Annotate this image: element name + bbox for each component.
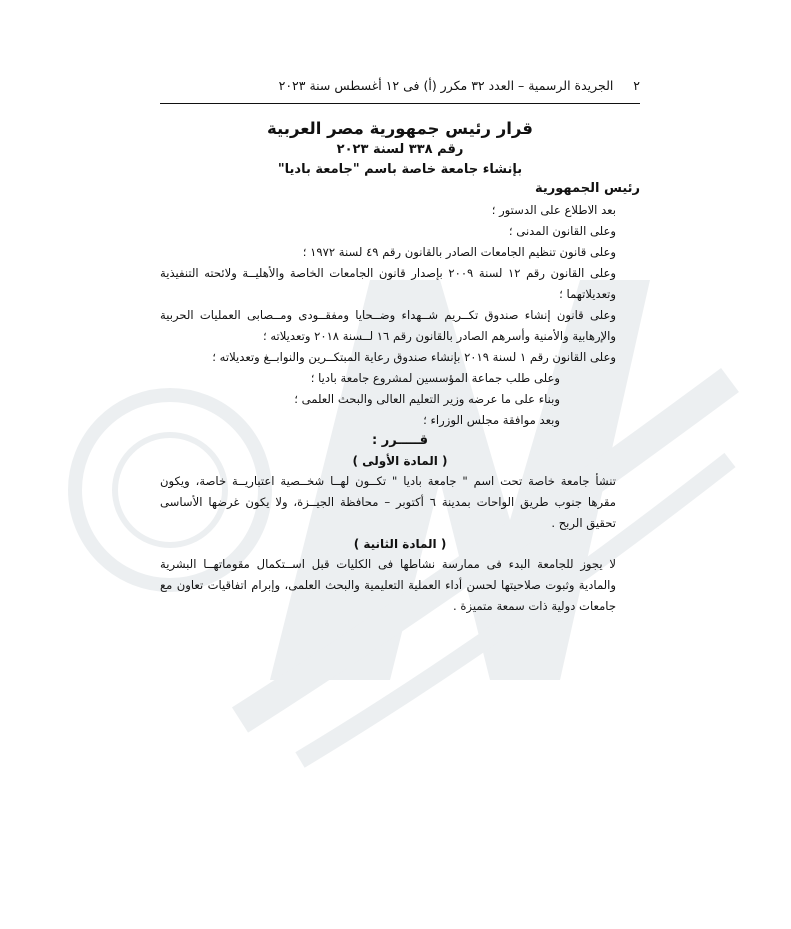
decree-subject: بإنشاء جامعة خاصة باسم "جامعة باديا" xyxy=(277,162,523,177)
recital: وعلى القانون رقم ١٢ لسنة ٢٠٠٩ بإصدار قانون الجامعات الخاصة والأهليــة ولائحته التنفيذية وتعديلاتهما ؛ xyxy=(160,266,616,301)
recital: وعلى طلب جماعة المؤسسين لمشروع جامعة باديا ؛ xyxy=(310,371,560,385)
recital: وعلى القانون رقم ١ لسنة ٢٠١٩ بإنشاء صندوق رعاية المبتكــرين والنوابــغ وتعديلاته ؛ xyxy=(212,350,616,364)
decree-title: قرار رئيس جمهورية مصر العربية xyxy=(267,119,533,138)
decree-body xyxy=(160,178,640,617)
recital: وعلى القانون المدنى ؛ xyxy=(508,224,616,238)
running-title: الجريدة الرسمية – العدد ٣٢ مكرر (أ) فى ١٢ أغسطس سنة ٢٠٢٣ xyxy=(278,78,614,93)
article-2-title: ( المادة الثانية ) xyxy=(353,537,447,551)
decides-heading: قـــــرر : xyxy=(371,433,429,448)
page-number: ٢ xyxy=(633,78,640,93)
article-1-text: تنشأ جامعة خاصة تحت اسم " جامعة باديا " تكــون لهــا شخــصية اعتباريــة خاصة، ويكون مقرها جنوب طريق الواحات بمدينة ٦ أكتوبر – محافظة الجيــزة، ولا يكون غرضها الأساسى تحقيق الربح . xyxy=(160,474,616,530)
recital: وعلى قانون إنشاء صندوق تكــريم شــهداء وضــحايا ومفقــودى ومــصابى العمليات الحربية والإرهابية والأمنية وأسرهم الصادر بالقانون رقم ١٦ لــسنة ٢٠١٨ وتعديلاته ؛ xyxy=(160,308,616,343)
article-1-title: ( المادة الأولى ) xyxy=(352,454,448,468)
decree-titles xyxy=(160,118,640,180)
president-heading: رئيس الجمهورية xyxy=(535,181,640,196)
recital: وبناء على ما عرضه وزير التعليم العالى والبحث العلمى ؛ xyxy=(294,392,560,406)
article-2-text: لا يجوز للجامعة البدء فى ممارسة نشاطها فى الكليات قبل اســتكمال مقوماتهــا البشرية والمادية وثبوت صلاحيتها لحسن أداء العملية التعليمية والبحث العلمى، وإبرام اتفاقيات تعاون مع جامعات دولية ذات سمعة متميزة . xyxy=(160,557,616,613)
recital: وعلى قانون تنظيم الجامعات الصادر بالقانون رقم ٤٩ لسنة ١٩٧٢ ؛ xyxy=(302,245,616,259)
recital: بعد الاطلاع على الدستور ؛ xyxy=(491,203,616,217)
header-divider xyxy=(160,103,640,104)
decree-number: رقم ٣٣٨ لسنة ٢٠٢٣ xyxy=(336,142,464,157)
running-header xyxy=(160,78,640,93)
recital: وبعد موافقة مجلس الوزراء ؛ xyxy=(423,413,560,427)
